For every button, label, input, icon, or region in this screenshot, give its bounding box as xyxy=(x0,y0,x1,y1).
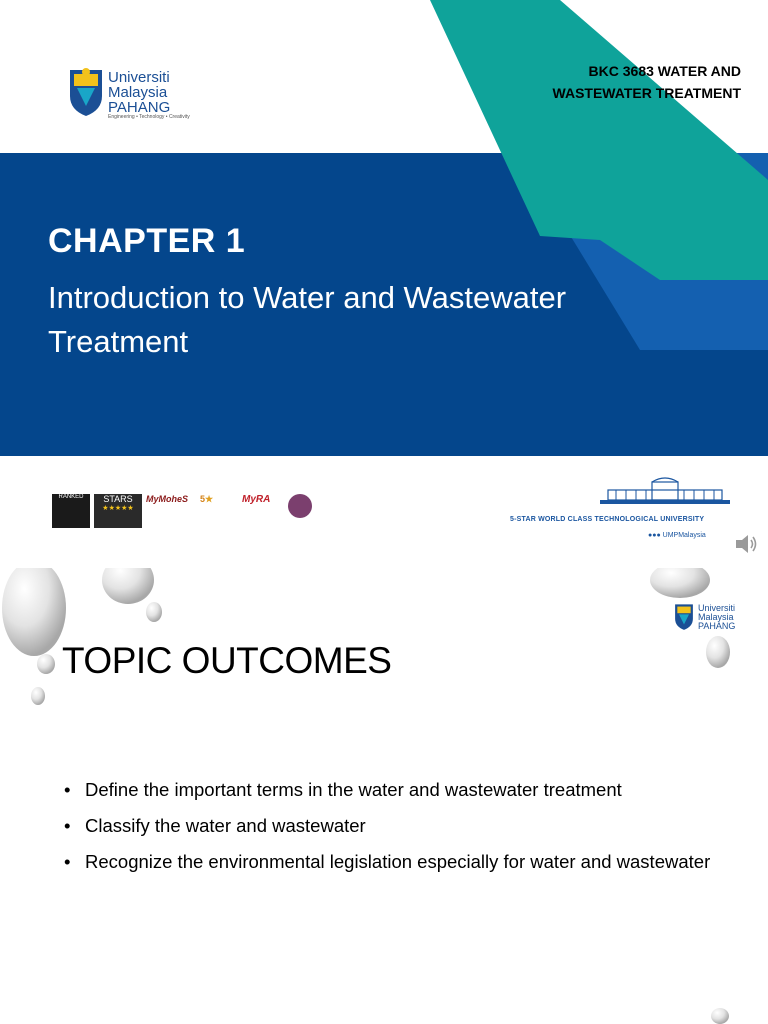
outcome-item xyxy=(64,778,724,801)
chapter-subtitle: Introduction to Water and Wastewater Treatment xyxy=(48,280,567,359)
outcome-text: Recognize the environmental legislation especially for water and wastewater xyxy=(85,851,711,872)
university-building-icon xyxy=(600,476,730,512)
social-handle-text: UMPMalaysia xyxy=(662,532,706,539)
stars-label: STARS xyxy=(103,494,133,504)
five-star-badge: 5★ xyxy=(200,494,214,504)
small-logo-line-1: Universiti xyxy=(698,603,736,613)
star-row-icon: ★★★★★ xyxy=(102,505,134,512)
logo-line-pahang: PAHANG xyxy=(108,99,171,116)
outcome-text: Classify the water and wastewater xyxy=(85,815,366,836)
university-logo xyxy=(68,66,188,122)
chapter-heading: CHAPTER 1 xyxy=(48,222,246,260)
logo-tagline: Engineering • Technology • Creativity xyxy=(108,114,190,120)
topic-outcomes-title: TOPIC OUTCOMES xyxy=(62,640,392,681)
ranked-label: RANKED xyxy=(58,494,84,500)
small-logo-line-3: PAHANG xyxy=(698,621,736,631)
logo-line-universiti: Universiti xyxy=(108,69,170,86)
audio-speaker-icon[interactable] xyxy=(734,532,758,556)
mymohes-label: MyMoheS xyxy=(146,494,189,504)
bullet-glyph: • xyxy=(64,851,71,872)
university-logo-small xyxy=(674,602,754,636)
ranked-badge xyxy=(52,494,90,528)
myra-label: MyRA xyxy=(242,494,271,505)
outcome-text: Define the important terms in the water and wastewater treatment xyxy=(85,779,622,800)
myra-badge xyxy=(242,494,282,528)
social-handle xyxy=(648,532,706,539)
world-class-tagline: 5-STAR WORLD CLASS TECHNOLOGICAL UNIVERSITY xyxy=(510,516,705,523)
mymohes-badge xyxy=(146,494,194,528)
seal-badge-icon xyxy=(288,494,312,518)
outcome-item xyxy=(64,814,724,837)
outcome-item xyxy=(64,850,724,873)
logo-line-malaysia: Malaysia xyxy=(108,84,168,101)
social-icons: ●●● xyxy=(648,532,661,539)
course-line-1: BKC 3683 WATER AND xyxy=(588,63,741,79)
bullet-glyph: • xyxy=(64,815,71,836)
five-star-label: 5 xyxy=(200,494,206,504)
topic-outcomes-slide xyxy=(0,568,768,1024)
course-line-2: WASTEWATER TREATMENT xyxy=(552,85,741,101)
bullet-glyph: • xyxy=(64,779,71,800)
small-logo-line-2: Malaysia xyxy=(698,612,734,622)
outcomes-list xyxy=(64,778,724,886)
ump-shield-small-icon xyxy=(674,602,694,630)
ump-shield-icon xyxy=(68,66,104,116)
stars-badge xyxy=(94,494,142,528)
course-code xyxy=(553,60,741,104)
